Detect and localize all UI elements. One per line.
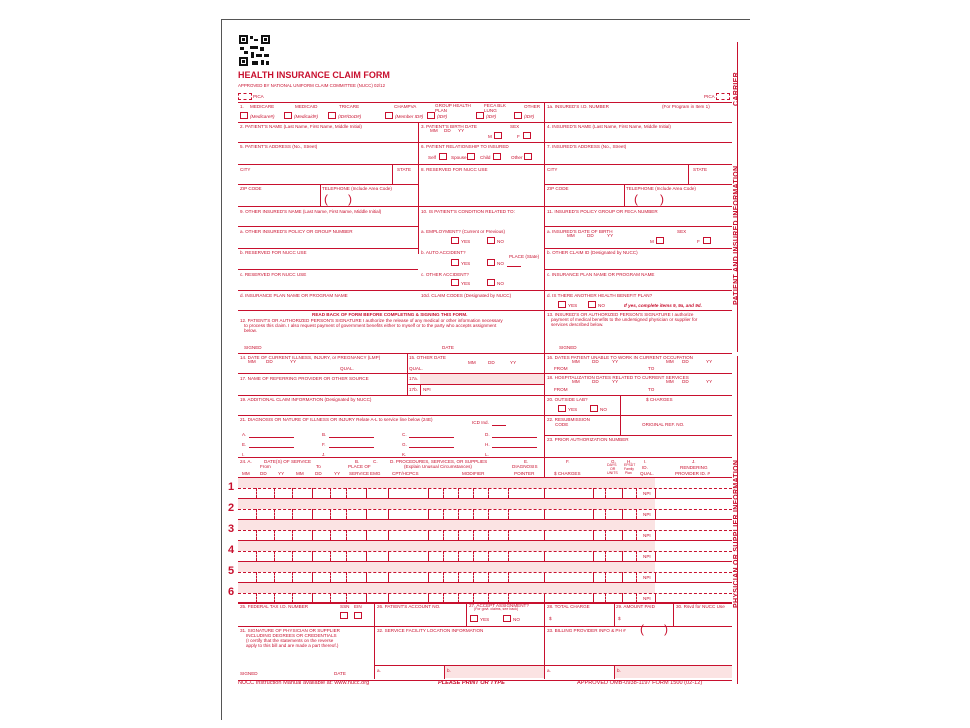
service-line-column-rule — [655, 509, 656, 519]
service-line-column-rule — [256, 530, 257, 540]
field-25-label: 25. FEDERAL TAX I.D. NUMBER — [240, 604, 309, 609]
service-line-column-rule — [366, 551, 367, 561]
service-line-column-rule — [274, 530, 275, 540]
service-line-column-rule — [544, 530, 545, 540]
service-line-column-rule — [443, 509, 444, 519]
service-line-column-rule — [346, 572, 347, 582]
service-line-npi-label: NPI — [643, 554, 651, 559]
service-line-number: 1 — [228, 481, 235, 493]
service-line-column-rule — [605, 488, 606, 498]
service-line-column-rule — [428, 572, 429, 582]
service-line-column-rule — [256, 509, 257, 519]
field-28-label: 28. TOTAL CHARGE — [547, 604, 590, 609]
service-line-column-rule — [636, 551, 637, 561]
service-line-column-rule — [508, 509, 509, 519]
service-line-column-rule — [473, 530, 474, 540]
footer-left: NUCC Instruction Manual available at: www.nucc.org — [238, 680, 370, 686]
service-line-column-rule — [292, 509, 293, 519]
service-line-column-rule — [473, 551, 474, 561]
footer-right: APPROVED OMB-0938-1197 FORM 1500 (02-12) — [577, 680, 703, 686]
service-line-column-rule — [346, 509, 347, 519]
service-line-column-rule — [605, 551, 606, 561]
field-6-label: 6. PATIENT RELATIONSHIP TO INSURED — [421, 144, 509, 149]
service-line-column-rule — [274, 509, 275, 519]
field-29-label: 29. AMOUNT PAID — [616, 604, 655, 609]
service-line-column-rule — [366, 530, 367, 540]
service-line-column-rule — [655, 551, 656, 561]
service-line-column-rule — [388, 488, 389, 498]
service-line-column-rule — [388, 572, 389, 582]
service-line-column-rule — [544, 509, 545, 519]
field-22-label: 22. RESUBMISSION — [547, 417, 590, 422]
patient-side-label: PATIENT AND INSURED INFORMATION — [733, 165, 740, 305]
service-line-npi-label: NPI — [643, 491, 651, 496]
service-line-column-rule — [544, 551, 545, 561]
service-line-column-rule — [292, 551, 293, 561]
service-line-column-rule — [366, 509, 367, 519]
type-medicare: MEDICARE — [250, 104, 275, 109]
service-line-column-rule — [256, 551, 257, 561]
type-group: GROUP HEALTH PLAN — [435, 103, 471, 113]
accept-yes-checkbox[interactable] — [470, 615, 478, 622]
field-7-label: 7. INSURED'S ADDRESS (No., Street) — [547, 144, 627, 149]
service-line-number: 5 — [228, 565, 235, 577]
approved-line: APPROVED BY NATIONAL UNIFORM CLAIM COMMITTEE (NUCC) 02/12 — [238, 83, 386, 88]
field-8-label: 8. RESERVED FOR NUCC USE — [421, 167, 488, 172]
service-line-column-rule — [458, 509, 459, 519]
accept-no-checkbox[interactable] — [503, 615, 511, 622]
service-line-column-rule — [655, 530, 656, 540]
field-18-label: 18. HOSPITALIZATION DATES RELATED TO CURRENT SERVICES — [547, 375, 689, 380]
field-14-label: 14. DATE OF CURRENT ILLNESS, INJURY, or PREGNANCY (LMP) — [240, 355, 381, 360]
service-line-number: 4 — [228, 544, 235, 556]
field-5-label: 5. PATIENT'S ADDRESS (No., Street) — [240, 144, 318, 149]
service-line-column-rule — [274, 551, 275, 561]
field-9-label: 9. OTHER INSURED'S NAME (Last Name, First Name, Middle Initial) — [240, 209, 382, 214]
field-10-label: 10. IS PATIENT'S CONDITION RELATED TO: — [421, 209, 515, 214]
service-line-column-rule — [292, 530, 293, 540]
service-line-column-rule — [605, 530, 606, 540]
service-line-npi-label: NPI — [643, 512, 651, 517]
service-line-column-rule — [292, 572, 293, 582]
service-line-column-rule — [636, 488, 637, 498]
service-line-column-rule — [655, 572, 656, 582]
service-line-column-rule — [256, 488, 257, 498]
physician-side-label: PHYSICIAN OR SUPPLIER INFORMATION — [733, 459, 740, 608]
service-line-column-rule — [330, 572, 331, 582]
service-line-column-rule — [488, 530, 489, 540]
service-line-column-rule — [593, 530, 594, 540]
field-30-label: 30. Rsvd for NUCC Use — [676, 604, 725, 609]
service-line-column-rule — [443, 572, 444, 582]
service-line-number: 3 — [228, 523, 235, 535]
service-line-column-rule — [312, 572, 313, 582]
field-31-label: 31. SIGNATURE OF PHYSICIAN OR SUPPLIER — [240, 628, 340, 633]
field-32-label: 32. SERVICE FACILITY LOCATION INFORMATION — [377, 628, 484, 633]
service-line-column-rule — [330, 509, 331, 519]
field-17-label: 17. NAME OF REFERRING PROVIDER OR OTHER SOURCE — [240, 376, 369, 381]
service-line-column-rule — [428, 530, 429, 540]
service-line-column-rule — [366, 572, 367, 582]
service-line-column-rule — [508, 551, 509, 561]
field-15-label: 15. OTHER DATE — [409, 355, 446, 360]
field-16-label: 16. DATES PATIENT UNABLE TO WORK IN CURRENT OCCUPATION — [547, 355, 693, 360]
service-line-column-rule — [544, 572, 545, 582]
field-3-label: 3. PATIENT'S BIRTH DATE — [421, 124, 477, 129]
field-33-label: 33. BILLING PROVIDER INFO & PH # — [547, 628, 626, 633]
service-line-column-rule — [593, 572, 594, 582]
service-line-column-rule — [428, 509, 429, 519]
service-line-column-rule — [655, 488, 656, 498]
service-line-column-rule — [388, 551, 389, 561]
service-lines — [222, 20, 750, 720]
service-line-column-rule — [274, 572, 275, 582]
service-line-column-rule — [544, 488, 545, 498]
service-line-column-rule — [330, 530, 331, 540]
service-line-column-rule — [488, 572, 489, 582]
field-2-label: 2. PATIENT'S NAME (Last Name, First Name, Middle Initial) — [240, 124, 362, 129]
field-11-label: 11. INSURED'S POLICY GROUP OR FECA NUMBER — [547, 209, 658, 214]
read-back-notice: READ BACK OF FORM BEFORE COMPLETING & SIGNING THIS FORM. — [312, 312, 468, 317]
service-line-column-rule — [346, 530, 347, 540]
service-line-column-rule — [473, 488, 474, 498]
service-line-column-rule — [346, 551, 347, 561]
service-line-column-rule — [605, 509, 606, 519]
service-line-column-rule — [366, 488, 367, 498]
service-line-column-rule — [473, 572, 474, 582]
service-line-number: 2 — [228, 502, 235, 514]
service-line-column-rule — [508, 488, 509, 498]
service-line-column-rule — [605, 572, 606, 582]
field-1a-label: 1a. INSURED'S I.D. NUMBER — [547, 104, 609, 109]
field-26-label: 26. PATIENT'S ACCOUNT NO. — [377, 604, 441, 609]
form-title: HEALTH INSURANCE CLAIM FORM — [238, 70, 390, 80]
service-line-column-rule — [488, 551, 489, 561]
service-line-column-rule — [622, 488, 623, 498]
service-line-column-rule — [508, 572, 509, 582]
service-line-column-rule — [636, 530, 637, 540]
field-20-label: 20. OUTSIDE LAB? — [547, 397, 588, 402]
service-line-column-rule — [622, 530, 623, 540]
service-line-number: 6 — [228, 586, 235, 598]
service-line-column-rule — [458, 572, 459, 582]
type-champva: CHAMPVA — [394, 104, 417, 109]
service-line-npi-label: NPI — [643, 533, 651, 538]
type-medicaid: MEDICAID — [295, 104, 318, 109]
service-line-column-rule — [312, 551, 313, 561]
service-line-column-rule — [443, 530, 444, 540]
service-line-npi-label: NPI — [643, 596, 651, 601]
pica-left: PICA — [253, 94, 264, 99]
service-line-column-rule — [256, 572, 257, 582]
service-line-column-rule — [622, 572, 623, 582]
service-line-column-rule — [473, 509, 474, 519]
service-line-column-rule — [593, 551, 594, 561]
service-line-column-rule — [443, 488, 444, 498]
service-line-column-rule — [622, 509, 623, 519]
service-line-column-rule — [330, 488, 331, 498]
service-line-column-rule — [458, 488, 459, 498]
service-line-column-rule — [593, 509, 594, 519]
field-23-label: 23. PRIOR AUTHORIZATION NUMBER — [547, 437, 629, 442]
service-line-column-rule — [443, 551, 444, 561]
service-line-column-rule — [488, 488, 489, 498]
service-line-column-rule — [330, 551, 331, 561]
service-line-column-rule — [388, 530, 389, 540]
service-line-column-rule — [636, 572, 637, 582]
service-line-column-rule — [292, 488, 293, 498]
service-line-column-rule — [458, 551, 459, 561]
service-line-column-rule — [312, 530, 313, 540]
field-4-label: 4. INSURED'S NAME (Last Name, First Name, Middle Initial) — [547, 124, 671, 129]
service-line-column-rule — [388, 509, 389, 519]
field-27-label: 27. ACCEPT ASSIGNMENT? — [469, 603, 529, 608]
service-line-column-rule — [312, 488, 313, 498]
service-line-column-rule — [458, 530, 459, 540]
service-line-column-rule — [636, 509, 637, 519]
service-line-column-rule — [593, 488, 594, 498]
pica-right: PICA — [704, 94, 715, 99]
type-other: OTHER — [524, 104, 541, 109]
service-line-column-rule — [488, 509, 489, 519]
type-tricare: TRICARE — [339, 104, 360, 109]
service-line-npi-label: NPI — [643, 575, 651, 580]
claim-form-page: HEALTH INSURANCE CLAIM FORM APPROVED BY NATIONAL UNIFORM CLAIM COMMITTEE (NUCC) 02/12 PICA PICA 1. MEDICARE MEDICAID TRICARE CHAMPVA GROUP HEALTH PLAN FECA BLK LUNG OTHER (Medicare#) (Medicaid#) (ID#/DoD#) (Member ID#) (ID#) (ID#) (ID#) 1a. INSURED'S I.D. NUMBER (For Program in Item 1) 2. PATIENT'S NAME (Last Name, First Name, Middle Initial) 3. PATIENT'S BIRTH DATE MM DD YY SEX M F 4. INSURED'S NAME (Last Name, First Name, Middle Initial) 5. PATIENT'S ADDRESS (No., Street) 6. PATIENT RELATIONSHIP TO INSURED Self Spouse Child Other 7. INSURED'S ADDRESS (No., Street) CITY STATE 8. RESERVED FOR NUCC USE CITY STATE ZIP CODE TELEPHONE (Include Area Code) ( ) ZIP CODE TELEPHONE (Include Area Code) ( ) 9. OTHER INSURED'S NAME (Last Name, First Name, Middle Initial) 10. IS PATIENT'S CONDITION RELATED TO: 11. INSURED'S POLICY GROUP OR FECA NUMBER a. OTHER INSURED'S POLICY OR GROUP NUMBER a. EMPLOYMENT? (Current or Previous) YES NO a. INSURED'S DATE OF BIRTH MM DD YY SEX M F b. RESERVED FOR NUCC USE b. AUTO ACCIDENT? PLACE (State) YES NO b. OTHER CLAIM ID (Designated by NUCC) c. RESERVED FOR NUCC USE c. OTHER ACCIDENT? YES NO c. INSURANCE PLAN NAME OR PROGRAM NAME d. INSURANCE PLAN NAME OR PROGRAM NAME 10d. CLAIM CODES (Designated by NUCC) d. IS THERE ANOTHER HEALTH BENEFIT PLAN? YES NO If yes, complete items 9, 9a, and 9d. READ BACK OF FORM BEFORE COMPLETING & SIGNING THIS FORM. 12. PATIENT'S OR AUTHORIZED PERSON'S SIGNATURE I authorize the release of any medical or other information necessary to process this claim. I also request payment of government benefits either to myself or to the party who accepts assignment below. SIGNED DATE 13. INSURED'S OR AUTHORIZED PERSON'S SIGNATURE I authorize payment of medical benefits to the undersigned physician or supplier for services described below. SIGNED 14. DATE OF CURRENT ILLNESS, INJURY, or PREGNANCY (LMP) MM DD YY QUAL. 15. OTHER DATE QUAL. MM DD YY 16. DATES PATIENT UNABLE TO WORK IN CURRENT OCCUPATION MM DD YY MM DD YY FROM TO 17. NAME OF REFERRING PROVIDER OR OTHER SOURCE 17a. 17b. NPI 18. HOSPITALIZATION DATES RELATED TO CURRENT SERVICES MM DD YY MM DD YY FROM TO 19. ADDITIONAL CLAIM INFORMATION (Designated by NUCC) 20. OUTSIDE LAB? YES NO $ CHARGES 21. DIAGNOSIS OR NATURE OF ILLNESS OR INJURY Relate A-L to service line below (24E) ICD Ind. A. B. C. D. E. F. G. H. I. J. K. L. 22. RESUBMISSION CODE ORIGINAL REF. NO. 23. PRIOR AUTHORIZATION NUMBER 24. A. DATE(S) OF SERVICE From To MM DD YY MM DD YY B. PLACE OF SERVICE C. EMG D. PROCEDURES, SERVICES, OR SUPPLIES (Explain Unusual Circumstances) CPT/HCPCS MODIFIER E. DIAGNOSIS POINTER F. $ CHARGES G. DAYS OR UNITS H. EPSDT Family Plan I. ID. QUAL. J. RENDERING PROVIDER ID. # 1 NPI 2 NPI 3 NPI 4 NPI 5 NPI 6 NPI 25. FEDERAL TAX I.D. NUMBER SSN EIN 26. PATIENT'S ACCOUNT NO. 27. ACCEPT ASSIGNMENT? (For govt. claims, see back) YES NO 28. TOTAL CHARGE $ 29. AMOUNT PAID $ 30. Rsvd for NUCC Use 31. SIGNATURE OF PHYSICIAN OR SUPPLIER INCLUDING DEGREES OR CREDENTIALS (I certify that the statements on the reverse apply to this bill and are made a part thereof.) SIGNED DATE 32. SERVICE FACILITY LOCATION INFORMATION 33. BILLING PROVIDER INFO & PH # ( ) a. b. a. b. NUCC Instruction Manual available at: www.nucc.org PLEASE PRINT OR TYPE APPROVED OMB-0938-1197 FORM 1500 (02-12) CARRIER PATIENT AND INSURED INFORMATION PHYSICIAN OR SUPPLIER INFORMATION — [221, 19, 750, 720]
footer-center: PLEASE PRINT OR TYPE — [438, 680, 505, 686]
service-line-column-rule — [274, 488, 275, 498]
service-line-column-rule — [312, 509, 313, 519]
service-line-column-rule — [622, 551, 623, 561]
field-21-label: 21. DIAGNOSIS OR NATURE OF ILLNESS OR INJURY Relate A-L to service line below (24E) — [240, 417, 433, 422]
service-line-column-rule — [428, 488, 429, 498]
ssn-checkbox[interactable] — [340, 612, 348, 619]
type-feca: FECA BLK LUNG — [484, 103, 506, 113]
ein-checkbox[interactable] — [354, 612, 362, 619]
service-line-column-rule — [346, 488, 347, 498]
field-19-label: 19. ADDITIONAL CLAIM INFORMATION (Designated by NUCC) — [240, 397, 372, 402]
service-line-column-rule — [508, 530, 509, 540]
carrier-label: CARRIER — [733, 72, 740, 106]
service-line-column-rule — [428, 551, 429, 561]
